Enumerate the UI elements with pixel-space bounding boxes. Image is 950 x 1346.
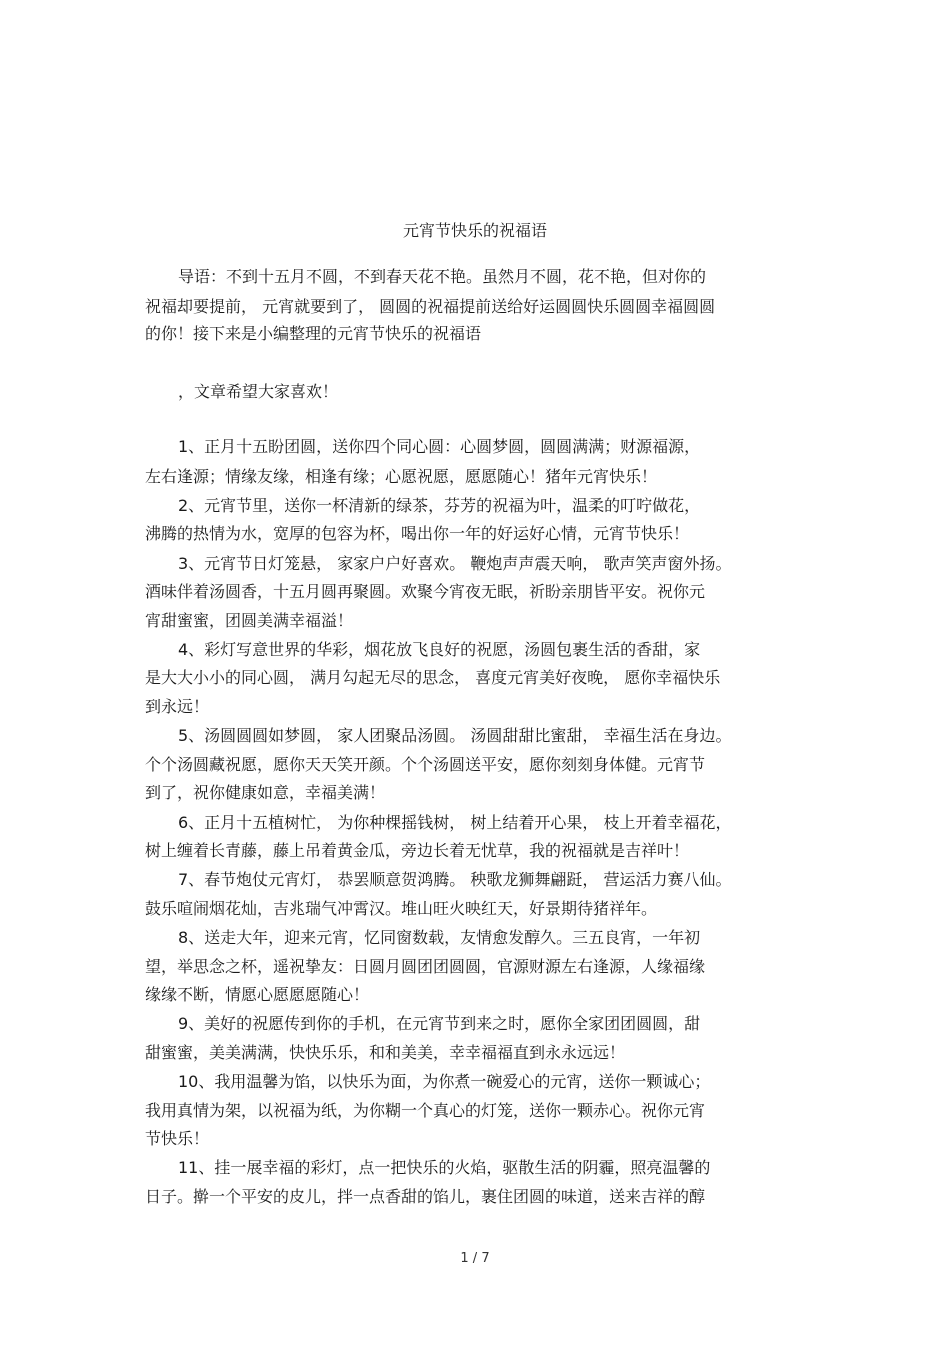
- text-line: 7、春节炮仗元宵灯， 恭罢顺意贺鸿腾。 秧歌龙狮舞翩跹， 营运活力赛八仙。: [178, 870, 732, 889]
- text-line: 9、美好的祝愿传到你的手机，在元宵节到来之时，愿你全家团团圆圆，甜: [178, 1014, 701, 1033]
- text-line: 个个汤圆藏祝愿，愿你天天笑开颜。个个汤圆送平安，愿你刻刻身体健。元宵节: [145, 755, 706, 774]
- text-line: 5、汤圆圆圆如梦圆， 家人团聚品汤圆。 汤圆甜甜比蜜甜， 幸福生活在身边。: [178, 726, 732, 745]
- text-line: 日子。擀一个平安的皮儿，拌一点香甜的馅儿，裹住团圆的味道，送来吉祥的醇: [145, 1187, 706, 1206]
- text-line: 到了，祝你健康如意，幸福美满！: [145, 783, 386, 802]
- text-line: 我用真情为架，以祝福为纸，为你糊一个真心的灯笼，送你一颗赤心。祝你元宵: [145, 1101, 706, 1120]
- document-title: 元宵节快乐的祝福语: [402, 221, 547, 240]
- text-line: 导语：不到十五月不圆，不到春天花不艳。虽然月不圆，花不艳，但对你的: [178, 267, 707, 286]
- text-line: 沸腾的热情为水，宽厚的包容为杯，喝出你一年的好运好心情，元宵节快乐！: [145, 524, 690, 543]
- text-line: 10、我用温馨为馅，以快乐为面，为你煮一碗爱心的元宵，送你一颗诚心；: [178, 1072, 711, 1091]
- text-line: 缘缘不断，情愿心愿愿愿随心！: [145, 985, 370, 1004]
- text-line: 鼓乐喧闹烟花灿，吉兆瑞气冲霄汉。堆山旺火映红天，好景期待猪祥年。: [145, 899, 658, 918]
- text-line: 6、正月十五植树忙， 为你种棵摇钱树， 树上结着开心果， 枝上开着幸福花，: [178, 813, 732, 832]
- text-line: ，文章希望大家喜欢！: [178, 382, 339, 401]
- page-number: 1 / 7: [460, 1251, 490, 1266]
- text-line: 左右逢源；情缘友缘，相逢有缘；心愿祝愿，愿愿随心！猪年元宵快乐！: [145, 467, 658, 486]
- text-line: 祝福却要提前， 元宵就要到了， 圆圆的祝福提前送给好运圆圆快乐圆圆幸福圆圆: [145, 297, 716, 316]
- text-line: 8、送走大年，迎来元宵，忆同窗数载，友情愈发醇久。三五良宵，一年初: [178, 928, 701, 947]
- text-line: 4、彩灯写意世界的华彩，烟花放飞良好的祝愿，汤圆包裹生活的香甜，家: [178, 640, 701, 659]
- text-line: 酒味伴着汤圆香，十五月圆再聚圆。欢聚今宵夜无眠，祈盼亲朋皆平安。祝你元: [145, 582, 706, 601]
- text-line: 树上缠着长青藤，藤上吊着黄金瓜，旁边长着无忧草，我的祝福就是吉祥叶！: [145, 841, 690, 860]
- text-line: 节快乐！: [145, 1129, 210, 1148]
- text-line: 是大大小小的同心圆， 满月勾起无尽的思念， 喜度元宵美好夜晚， 愿你幸福快乐: [145, 668, 721, 687]
- text-line: 11、挂一展幸福的彩灯，点一把快乐的火焰，驱散生活的阴霾，照亮温馨的: [178, 1158, 711, 1177]
- text-line: 3、元宵节日灯笼悬， 家家户户好喜欢。 鞭炮声声震天响， 歌声笑声窗外扬。: [178, 554, 732, 573]
- text-line: 2、元宵节里，送你一杯清新的绿茶，芬芳的祝福为叶，温柔的叮咛做花，: [178, 496, 701, 515]
- text-line: 望，举思念之杯，遥祝挚友：日圆月圆团团圆圆，官源财源左右逢源，人缘福缘: [145, 957, 706, 976]
- text-line: 甜蜜蜜，美美满满，快快乐乐，和和美美，幸幸福福直到永永远远！: [145, 1043, 626, 1062]
- text-line: 到永远！: [145, 697, 210, 716]
- text-line: 宵甜蜜蜜，团圆美满幸福溢！: [145, 611, 354, 630]
- text-line: 1、正月十五盼团圆，送你四个同心圆：心圆梦圆，圆圆满满；财源福源，: [178, 437, 701, 456]
- text-line: 的你！接下来是小编整理的元宵节快乐的祝福语: [145, 324, 482, 343]
